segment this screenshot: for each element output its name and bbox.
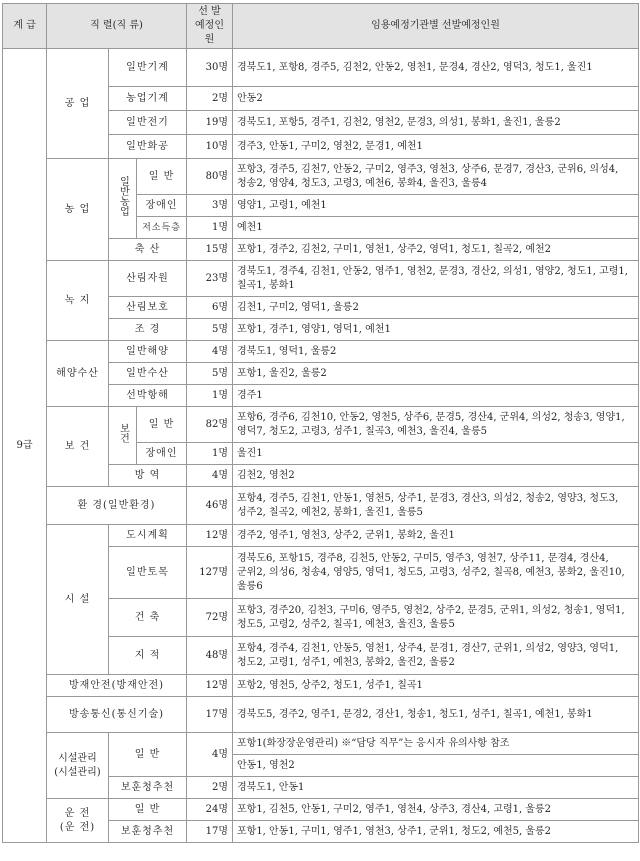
- table-row: [3, 697, 639, 733]
- institution-cell: 경북도1, 안동1: [233, 777, 639, 799]
- institution-cell: 경북도1, 영덕1, 울릉2: [233, 341, 639, 363]
- institution-cell: 김천1, 구미2, 영덕1, 울릉2: [233, 297, 639, 319]
- job-cell: 일반토목: [109, 547, 187, 599]
- count-cell: 4명: [187, 341, 233, 363]
- group-marine: 해양수산: [47, 341, 109, 407]
- institution-cell: 예천1: [233, 217, 639, 239]
- count-cell: 2명: [187, 87, 233, 111]
- count-cell: 127명: [187, 547, 233, 599]
- job-cell: 일반수산: [109, 363, 187, 385]
- job-cell: 일반기계: [109, 49, 187, 87]
- table-row: [3, 733, 639, 755]
- job-cell: 장애인: [137, 195, 187, 217]
- count-cell: 2명: [187, 777, 233, 799]
- recruitment-table: [2, 3, 639, 843]
- group-disaster-safety: 방재안전(방재안전): [47, 675, 187, 697]
- job-cell: 일반화공: [109, 135, 187, 159]
- job-cell: 일 반: [109, 733, 187, 777]
- group-agriculture: 농 업: [47, 159, 109, 261]
- institution-cell: 안동1, 영천2: [233, 755, 639, 777]
- count-cell: 1명: [187, 385, 233, 407]
- table-header-row: [3, 4, 639, 49]
- group-facility-management: 시설관리 (시설관리): [47, 733, 109, 799]
- institution-cell: 안동2: [233, 87, 639, 111]
- count-cell: 1명: [187, 217, 233, 239]
- group-facility: 시 설: [47, 525, 109, 675]
- job-cell: 일 반: [137, 159, 187, 195]
- count-cell: 82명: [187, 407, 233, 443]
- grade-cell: 9급: [3, 49, 47, 843]
- job-cell: 일반전기: [109, 111, 187, 135]
- count-cell: 10명: [187, 135, 233, 159]
- institution-cell: 영양1, 고령1, 예천1: [233, 195, 639, 217]
- institution-cell: 포항1, 김천5, 안동1, 구미2, 영주1, 영천4, 상주3, 경산4, 고령1, 울릉2: [233, 799, 639, 821]
- count-cell: 17명: [187, 697, 233, 733]
- count-cell: 6명: [187, 297, 233, 319]
- institution-cell: 경북도1, 포항5, 경주1, 김천2, 영천2, 문경3, 의성1, 봉화1, 울진1, 울릉2: [233, 111, 639, 135]
- institution-cell: 경주2, 영주1, 영천3, 상주2, 군위1, 봉화2, 울진1: [233, 525, 639, 547]
- table-row: [3, 675, 639, 697]
- institution-cell: 경북도5, 경주2, 영주1, 문경2, 경산1, 청송1, 청도1, 성주1, 칠곡1, 예천1, 봉화1: [233, 697, 639, 733]
- table-row: [3, 159, 639, 195]
- job-cell: 건 축: [109, 599, 187, 637]
- job-cell: 도시계획: [109, 525, 187, 547]
- group-driving: 운 전 (운 전): [47, 799, 109, 843]
- job-cell: 지 적: [109, 637, 187, 675]
- count-cell: 24명: [187, 799, 233, 821]
- count-cell: 1명: [187, 443, 233, 465]
- job-cell: 저소득층: [137, 217, 187, 239]
- institution-cell: 울진1: [233, 443, 639, 465]
- job-cell: 산림보호: [109, 297, 187, 319]
- group-health: 보 건: [47, 407, 109, 487]
- job-cell: 방 역: [109, 465, 187, 487]
- count-cell: 80명: [187, 159, 233, 195]
- group-environment: 환 경(일반환경): [47, 487, 187, 525]
- count-cell: 12명: [187, 525, 233, 547]
- table-row: [3, 525, 639, 547]
- count-cell: 30명: [187, 49, 233, 87]
- job-cell: 보훈청추천: [109, 821, 187, 843]
- institution-cell: 포항4, 경주4, 김천1, 안동5, 영천1, 상주4, 문경1, 경산7, 군위1, 의성2, 영양3, 영덕1, 청도2, 고령1, 성주1, 예천3, 봉화2, 울진2, 울릉2: [233, 637, 639, 675]
- table-row: [3, 49, 639, 87]
- institution-cell: 포항4, 경주5, 김천1, 안동1, 영천5, 상주1, 문경3, 경산3, 의성2, 청송2, 영양3, 청도3, 성주2, 칠곡2, 예천2, 봉화1, 울진1, 울릉5: [233, 487, 639, 525]
- group-broadcasting: 방송통신(통신기술): [47, 697, 187, 733]
- table-row: [3, 799, 639, 821]
- institution-cell: 김천2, 영천2: [233, 465, 639, 487]
- header-job: 직 렬(직 류): [47, 4, 187, 49]
- job-cell: 축 산: [109, 239, 187, 261]
- institution-cell: 경주3, 안동1, 구미2, 영천2, 문경1, 예천1: [233, 135, 639, 159]
- institution-cell: 경북도1, 경주4, 김천1, 안동2, 영주1, 영천2, 문경3, 경산2, 의성1, 영양2, 청도1, 고령1, 칠곡1, 봉화1: [233, 261, 639, 297]
- institution-cell: 포항1, 경주1, 영양1, 영덕1, 예천1: [233, 319, 639, 341]
- header-count: 선 발 예정인원: [187, 4, 233, 49]
- count-cell: 3명: [187, 195, 233, 217]
- institution-cell: 포항1, 울진2, 울릉2: [233, 363, 639, 385]
- institution-cell: 포항3, 경주5, 김천7, 안동2, 구미2, 영주3, 영천3, 상주6, 문경7, 경산3, 군위6, 의성4, 청송2, 영양4, 청도3, 고령3, 예천6, 봉화4, 울진3, 울릉4: [233, 159, 639, 195]
- count-cell: 5명: [187, 319, 233, 341]
- count-cell: 23명: [187, 261, 233, 297]
- institution-cell: 경주1: [233, 385, 639, 407]
- subgroup-health-general: 보건: [109, 407, 137, 465]
- count-cell: 4명: [187, 465, 233, 487]
- job-cell: 일 반: [109, 799, 187, 821]
- count-cell: 5명: [187, 363, 233, 385]
- count-cell: 72명: [187, 599, 233, 637]
- count-cell: 12명: [187, 675, 233, 697]
- group-industry: 공 업: [47, 49, 109, 159]
- institution-cell: 포항1(화장장운영관리) ※“담당 직무”는 응시자 유의사항 참조: [233, 733, 639, 755]
- institution-cell: 포항2, 영천5, 상주2, 청도1, 성주1, 칠곡1: [233, 675, 639, 697]
- job-cell: 일 반: [137, 407, 187, 443]
- institution-cell: 포항1, 경주2, 김천2, 구미1, 영천1, 상주2, 영덕1, 청도1, 칠곡2, 예천2: [233, 239, 639, 261]
- count-cell: 48명: [187, 637, 233, 675]
- job-cell: 농업기계: [109, 87, 187, 111]
- group-forestry: 녹 지: [47, 261, 109, 341]
- count-cell: 4명: [187, 733, 233, 777]
- count-cell: 15명: [187, 239, 233, 261]
- table-row: [3, 341, 639, 363]
- count-cell: 46명: [187, 487, 233, 525]
- institution-cell: 경북도6, 포항15, 경주8, 김천5, 안동2, 구미5, 영주3, 영천7, 상주11, 문경4, 경산4, 군위2, 의성6, 청송4, 영양5, 영덕1, 청도5, 고령3, 성주2, 칠곡8, 예천3, 봉화2, 울진10, 울릉6: [233, 547, 639, 599]
- job-cell: 일반해양: [109, 341, 187, 363]
- job-cell: 산림자원: [109, 261, 187, 297]
- header-institutions: 임용예정기관별 선발예정인원: [233, 4, 639, 49]
- job-cell: 조 경: [109, 319, 187, 341]
- table-row: [3, 487, 639, 525]
- institution-cell: 포항6, 경주6, 김천10, 안동2, 영천5, 상주6, 문경5, 경산4, 군위4, 의성2, 청송3, 영양1, 영덕7, 청도2, 고령3, 성주1, 칠곡3, 예천3, 울진4, 울릉5: [233, 407, 639, 443]
- job-cell: 보훈청추천: [109, 777, 187, 799]
- institution-cell: 경북도1, 포항8, 경주5, 김천2, 안동2, 영천1, 문경4, 경산2, 영덕3, 청도1, 울진1: [233, 49, 639, 87]
- count-cell: 19명: [187, 111, 233, 135]
- institution-cell: 포항1, 안동1, 구미1, 영주1, 영천3, 상주1, 군위1, 청도2, 예천5, 울릉2: [233, 821, 639, 843]
- table-row: [3, 407, 639, 443]
- institution-cell: 포항3, 경주20, 김천3, 구미6, 영주5, 영천2, 상주2, 문경5, 군위1, 의성2, 청송1, 영덕1, 청도5, 고령2, 성주2, 칠곡1, 예천3, 울진3, 울릉5: [233, 599, 639, 637]
- job-cell: 선박항해: [109, 385, 187, 407]
- header-grade: 계 급: [3, 4, 47, 49]
- subgroup-agri-general: 일반농업: [109, 159, 137, 239]
- job-cell: 장애인: [137, 443, 187, 465]
- table-row: [3, 261, 639, 297]
- count-cell: 17명: [187, 821, 233, 843]
